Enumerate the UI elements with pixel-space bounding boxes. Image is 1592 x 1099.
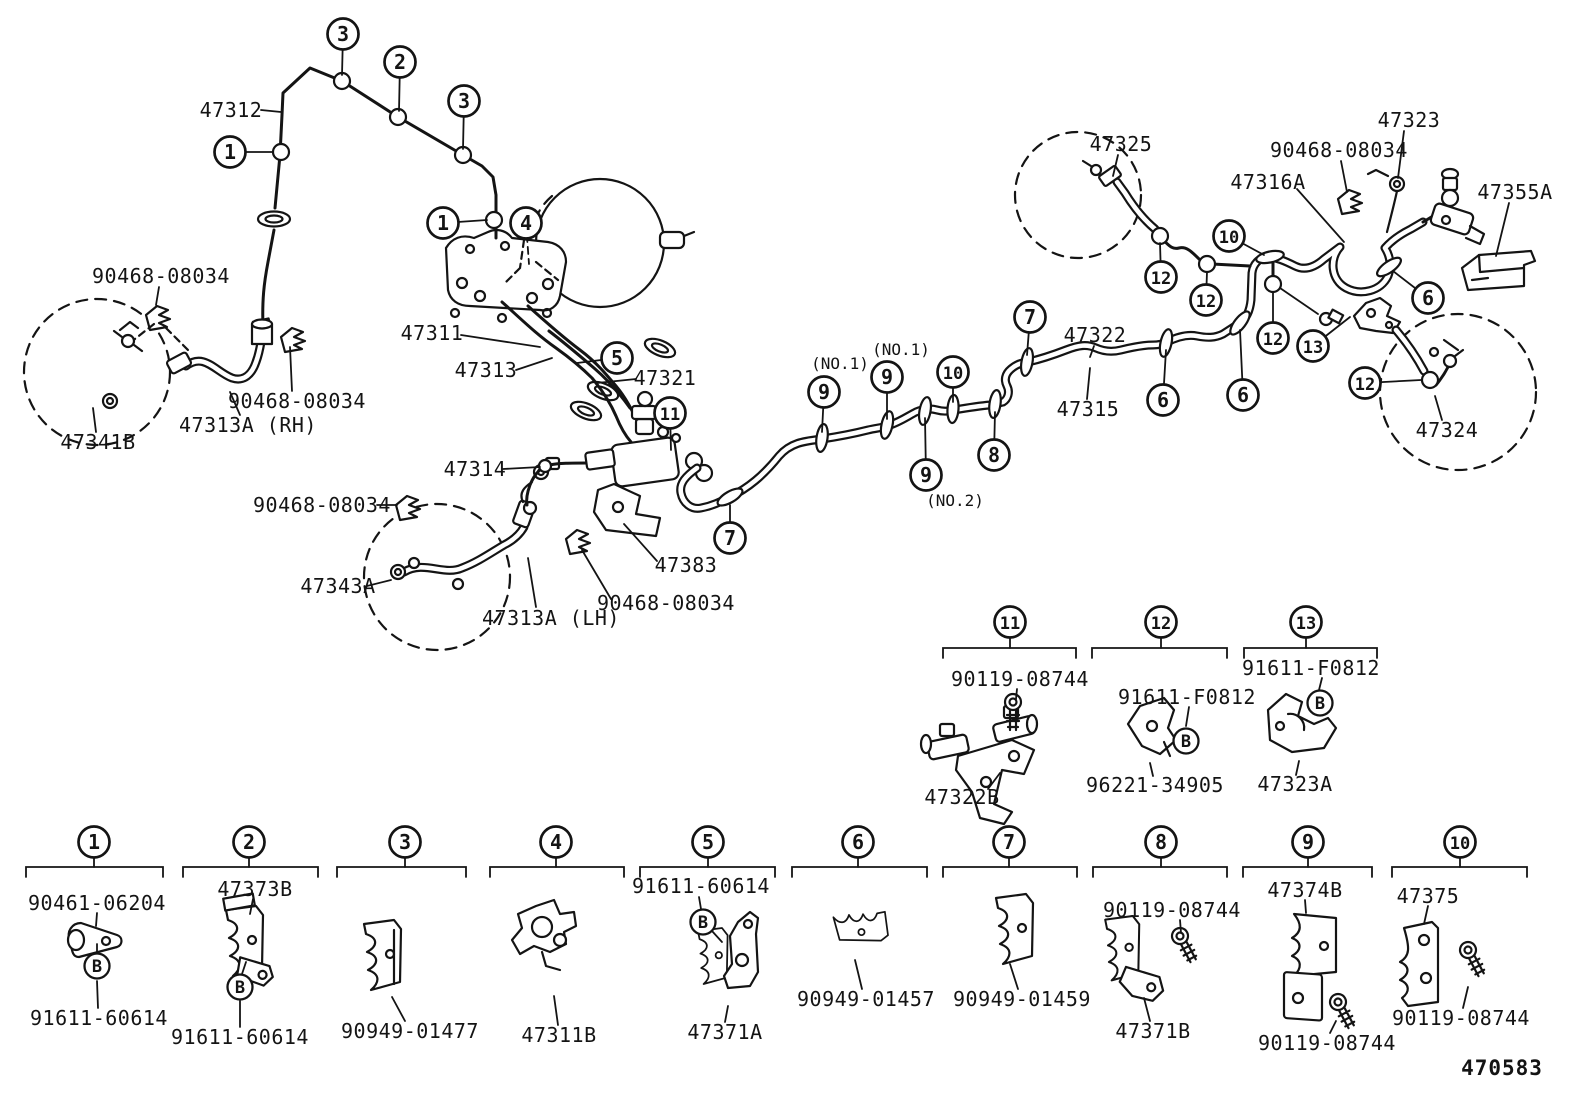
callout-12 <box>1146 607 1177 638</box>
clip-icon <box>396 496 420 520</box>
callout-10 <box>1214 221 1265 256</box>
svg-text:B: B <box>91 957 103 977</box>
svg-text:1: 1 <box>223 140 237 164</box>
svg-text:7: 7 <box>1002 830 1016 854</box>
callout-6 <box>1228 330 1259 411</box>
bolt-ref-mark <box>1174 729 1199 754</box>
legend-bracket <box>26 867 163 877</box>
union-node-icon <box>1422 372 1438 388</box>
part-number-label: 47313 <box>454 358 518 382</box>
rear-brake-tube-run <box>681 222 1423 508</box>
svg-text:6: 6 <box>1421 286 1435 310</box>
part-number-label: 47311 <box>400 321 464 345</box>
part-number-label: 90119-08744 <box>1392 1006 1530 1030</box>
bolt-ref-mark <box>228 975 253 1000</box>
callout-6 <box>843 827 874 858</box>
legend-bracket <box>1392 867 1527 877</box>
svg-text:B: B <box>697 913 709 933</box>
svg-text:B: B <box>1314 694 1326 714</box>
svg-text:11: 11 <box>999 614 1021 634</box>
label-leader-line <box>290 347 292 391</box>
union-node-icon <box>1199 256 1215 272</box>
label-leader-line <box>93 408 96 432</box>
part-number-label: 47374B <box>1267 878 1343 902</box>
part-number-label: 47311B <box>521 1023 597 1047</box>
part-number-label: 47323 <box>1377 108 1441 132</box>
callout-7 <box>994 827 1025 858</box>
svg-text:8: 8 <box>1154 830 1168 854</box>
part-number-label: 47312 <box>199 98 263 122</box>
svg-text:9: 9 <box>1301 830 1315 854</box>
svg-text:5: 5 <box>701 830 715 854</box>
part-number-label: (NO.1) <box>872 340 930 359</box>
callout-13 <box>1291 607 1322 638</box>
legend-bracket <box>337 867 466 877</box>
callout-6 <box>1393 271 1444 314</box>
svg-text:9: 9 <box>880 365 894 389</box>
union-node-icon <box>390 109 406 125</box>
svg-text:11: 11 <box>659 405 681 425</box>
label-leader-line <box>261 110 281 112</box>
union-node-icon <box>1152 228 1168 244</box>
clip-icon <box>281 328 305 352</box>
bolt-icon <box>1457 939 1488 978</box>
clip-icon <box>566 530 590 554</box>
part-number-label: 91611-F0812 <box>1242 656 1380 680</box>
part-number-label: 90119-08744 <box>1258 1031 1396 1055</box>
part-number-label: 90468-08034 <box>253 493 391 517</box>
part-drawing-90949-01459 <box>996 894 1033 964</box>
svg-text:13: 13 <box>1302 338 1324 358</box>
bolt-ref-mark <box>691 910 716 935</box>
union-node-icon <box>486 212 502 228</box>
label-leader-line <box>461 335 540 347</box>
callout-4 <box>541 827 572 858</box>
label-leader-line <box>1297 189 1344 242</box>
legend-part-drawings <box>68 694 1488 1030</box>
svg-text:8: 8 <box>987 443 1001 467</box>
callout-11 <box>995 607 1026 638</box>
svg-text:7: 7 <box>723 526 737 550</box>
clip-icon <box>1338 190 1362 214</box>
svg-text:10: 10 <box>1449 834 1471 854</box>
part-number-label: 90949-01459 <box>953 987 1091 1011</box>
part-number-label: 47355A <box>1477 180 1553 204</box>
legend-bracket <box>943 867 1077 877</box>
label-leader-line <box>528 558 536 607</box>
part-number-label: 47341B <box>60 430 136 454</box>
legend-group-12 <box>1086 607 1256 798</box>
part-number-label: 47324 <box>1415 418 1479 442</box>
part-number-label: 91611-F0812 <box>1118 685 1256 709</box>
svg-text:3: 3 <box>336 22 350 46</box>
legend-bracket <box>792 867 927 877</box>
brake-booster-drawing <box>446 179 694 322</box>
callout-3 <box>328 19 359 76</box>
grommet-icon <box>258 212 290 227</box>
callout-12 <box>1146 243 1177 293</box>
svg-text:1: 1 <box>436 211 450 235</box>
part-number-label: 47313A (RH) <box>179 413 317 437</box>
svg-text:6: 6 <box>851 830 865 854</box>
svg-text:6: 6 <box>1236 383 1250 407</box>
svg-text:2: 2 <box>393 50 407 74</box>
part-number-label: 47322 <box>1063 323 1127 347</box>
label-leader-line <box>156 287 159 305</box>
svg-text:4: 4 <box>549 830 563 854</box>
part-number-label: 90461-06204 <box>28 891 166 915</box>
svg-text:10: 10 <box>942 364 964 384</box>
svg-text:12: 12 <box>1150 614 1172 634</box>
callout-5 <box>693 827 724 858</box>
part-number-label: 47322B <box>924 785 1000 809</box>
callout-3 <box>390 827 421 858</box>
part-number-label: 47315 <box>1056 397 1120 421</box>
svg-text:12: 12 <box>1150 269 1172 289</box>
legend-group-3 <box>337 827 479 1044</box>
callout-9 <box>1293 827 1324 858</box>
part-number-label: 90468-08034 <box>92 264 230 288</box>
legend-bracket <box>183 867 318 877</box>
label-leader-line <box>1435 396 1442 420</box>
part-number-label: 47316A <box>1230 170 1306 194</box>
part-number-label: 47343A <box>300 574 376 598</box>
union-node-icon <box>273 144 289 160</box>
part-number-label: 47314 <box>443 457 507 481</box>
svg-text:13: 13 <box>1295 614 1317 634</box>
legend-bracket <box>1093 867 1227 877</box>
svg-text:B: B <box>234 978 246 998</box>
bolt-ref-mark <box>1308 691 1333 716</box>
callout-2 <box>234 827 265 858</box>
part-number-label: 90119-08744 <box>1103 898 1241 922</box>
part-number-label: (NO.1) <box>811 354 869 373</box>
legend-bracket <box>490 867 624 877</box>
callout-7 <box>1015 302 1046 356</box>
svg-text:12: 12 <box>1262 330 1284 350</box>
svg-text:12: 12 <box>1195 292 1217 312</box>
svg-text:1: 1 <box>87 830 101 854</box>
callout-2 <box>385 47 416 112</box>
svg-text:5: 5 <box>610 346 624 370</box>
callout-1 <box>79 827 110 858</box>
part-number-label: 47373B <box>217 877 293 901</box>
callout-6 <box>1148 350 1179 416</box>
svg-text:4: 4 <box>519 211 533 235</box>
callout-10 <box>1445 827 1476 858</box>
part-drawing-47311B <box>512 900 576 970</box>
part-number-label: 96221-34905 <box>1086 773 1224 797</box>
part-number-label: 90468-08034 <box>1270 138 1408 162</box>
label-leader-line <box>516 358 552 370</box>
part-number-label: 90949-01477 <box>341 1019 479 1043</box>
callout-12 <box>1350 368 1422 399</box>
part-number-label: 47371B <box>1115 1019 1191 1043</box>
part-drawing-90949-01457 <box>833 912 888 941</box>
legend-bracket <box>1243 867 1372 877</box>
part-number-label: 47321 <box>633 366 697 390</box>
part-drawing-47374B <box>1292 914 1336 976</box>
part-number-label: (NO.2) <box>926 491 984 510</box>
part-number-label: 47313A (LH) <box>482 606 620 630</box>
proportioning-valve-drawing <box>585 392 712 536</box>
part-number-label: 91611-60614 <box>30 1006 168 1030</box>
part-number-label: 47383 <box>654 553 718 577</box>
svg-text:B: B <box>1180 732 1192 752</box>
callout-7 <box>715 505 746 554</box>
svg-text:3: 3 <box>457 89 471 113</box>
callout-9 <box>872 362 903 420</box>
part-drawing-90949-01477 <box>364 920 401 990</box>
part-drawing-90461-06204 <box>68 923 122 957</box>
grommet-icon <box>568 398 603 424</box>
label-leader-line <box>597 379 636 383</box>
callout-10 <box>938 357 969 403</box>
label-leader-line <box>1496 203 1509 256</box>
svg-text:9: 9 <box>817 380 831 404</box>
part-drawing-47375 <box>1400 922 1438 1006</box>
callout-12 <box>1258 292 1289 354</box>
part-number-label: 47371A <box>687 1020 763 1044</box>
legend-bracket <box>943 648 1076 658</box>
figure-number: 470583 <box>1461 1056 1543 1080</box>
label-leader-line <box>1341 161 1347 192</box>
part-number-label: 47375 <box>1396 884 1460 908</box>
svg-text:7: 7 <box>1023 305 1037 329</box>
bolt-icon <box>1327 991 1358 1030</box>
svg-text:3: 3 <box>398 830 412 854</box>
svg-text:9: 9 <box>919 463 933 487</box>
legend-bracket <box>1092 648 1227 658</box>
legend-group-13 <box>1242 607 1380 797</box>
part-number-label: 91611-60614 <box>632 874 770 898</box>
callout-8 <box>979 412 1010 471</box>
part-number-label: 90119-08744 <box>951 667 1089 691</box>
svg-text:12: 12 <box>1354 375 1376 395</box>
callout-9 <box>911 418 942 491</box>
callout-12 <box>1191 272 1222 316</box>
union-node-icon <box>1265 276 1281 292</box>
part-number-label: 47323A <box>1257 772 1333 796</box>
callout-1 <box>215 137 274 168</box>
label-leader-line <box>1087 368 1090 399</box>
callout-5 <box>577 343 633 374</box>
bolt-ref-mark <box>85 954 110 979</box>
part-number-label: 90949-01457 <box>797 987 935 1011</box>
callout-8 <box>1146 827 1177 858</box>
part-number-label: 90468-08034 <box>597 591 735 615</box>
svg-text:2: 2 <box>242 830 256 854</box>
part-number-label: 47325 <box>1089 132 1153 156</box>
callout-3 <box>449 86 480 150</box>
grommet-icon <box>642 335 677 361</box>
part-number-label: 90468-08034 <box>228 389 366 413</box>
callout-1 <box>428 208 488 239</box>
part-number-label: 91611-60614 <box>171 1025 309 1049</box>
svg-text:10: 10 <box>1218 228 1240 248</box>
svg-text:6: 6 <box>1156 388 1170 412</box>
bolt-icon <box>1169 925 1200 964</box>
